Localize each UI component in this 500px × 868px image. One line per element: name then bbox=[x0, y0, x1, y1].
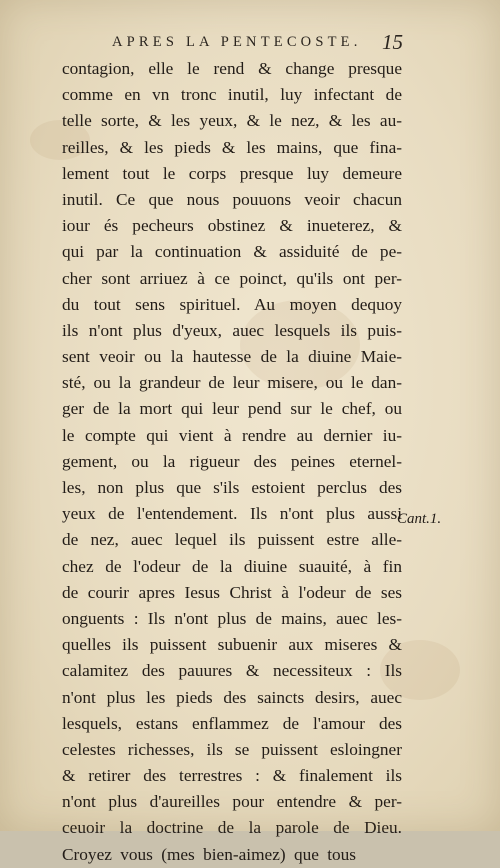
marginal-note: Cant.1. bbox=[397, 511, 442, 527]
text-line: ger de la mort qui leur pend sur le chef, ou bbox=[62, 399, 402, 419]
text-line: telle sorte, & les yeux, & le nez, & les au- bbox=[62, 111, 402, 131]
text-line: cher sont arriuez à ce poinct, qu'ils ont per- bbox=[62, 268, 402, 288]
text-line: gement, ou la rigueur des peines eternel- bbox=[62, 451, 402, 471]
text-line: qui par la continuation & assiduité de pe- bbox=[62, 242, 402, 262]
text-line: chez de l'odeur de la diuine suauité, à fin bbox=[62, 556, 402, 576]
text-line: comme en vn tronc inutil, luy infectant de bbox=[62, 85, 402, 105]
text-line: lement tout le corps presque luy demeure bbox=[62, 163, 402, 183]
text-line: les, non plus que s'ils estoient perclus des bbox=[62, 478, 402, 497]
text-line: ils n'ont plus d'yeux, auec lesquels ils puis- bbox=[62, 320, 402, 340]
text-line: celestes richesses, ils se puissent esloingner bbox=[62, 739, 402, 759]
text-line: onguents : Ils n'ont plus de mains, auec les- bbox=[62, 608, 402, 628]
text-line: contagion, elle le rend & change presque bbox=[62, 59, 402, 78]
text-line: de nez, auec lequel ils puissent estre alle- bbox=[62, 530, 402, 550]
text-line: n'ont plus les pieds des saincts desirs, auec bbox=[62, 687, 402, 707]
text-line: iour és pecheurs obstinez & inueterez, & bbox=[62, 216, 402, 236]
text-line: yeux de l'entendement. Ils n'ont plus aussi bbox=[62, 504, 402, 524]
text-line: sté, ou la grandeur de leur misere, ou le dan- bbox=[62, 373, 402, 393]
text-line: de courir apres Iesus Christ à l'odeur de ses bbox=[62, 582, 402, 602]
text-line: sent veoir ou la hautesse de la diuine Maie- bbox=[62, 347, 402, 367]
text-line: quelles ils puissent subuenir aux miseres & bbox=[62, 635, 402, 655]
text-line: le compte qui vient à rendre au dernier iu- bbox=[62, 425, 402, 445]
text-line: & retirer des terrestres : & finalement ils bbox=[62, 766, 402, 786]
body-text bbox=[62, 56, 402, 868]
text-line: lesquels, estans enflammez de l'amour des bbox=[62, 713, 402, 733]
page-header bbox=[112, 30, 412, 56]
text-line: calamitez des pauures & necessiteux : Ils bbox=[62, 661, 402, 681]
text-line: n'ont plus d'aureilles pour entendre & per- bbox=[62, 792, 402, 812]
text-line: du tout sens spirituel. Au moyen dequoy bbox=[62, 294, 402, 314]
text-line: ceuoir la doctrine de la parole de Dieu. bbox=[62, 818, 402, 838]
text-line: inutil. Ce que nous pouuons veoir chacun bbox=[62, 189, 402, 209]
text-line: Croyez vous (mes bien-aimez) que tous bbox=[62, 844, 357, 864]
running-title: APRES LA PENTECOSTE. bbox=[112, 34, 362, 50]
text-line: reilles, & les pieds & les mains, que fina- bbox=[62, 137, 402, 157]
page-number: 15 bbox=[382, 30, 403, 54]
